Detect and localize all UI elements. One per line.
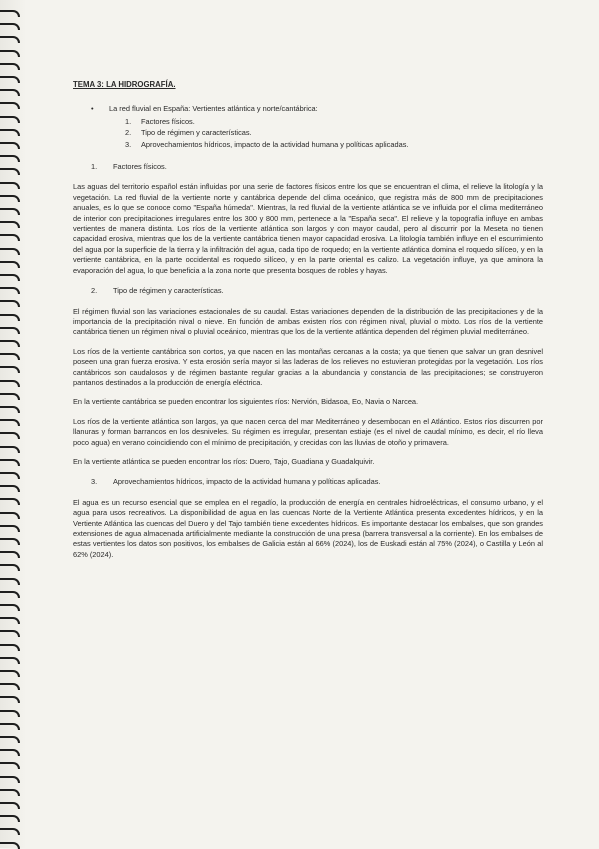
spiral-ring (0, 591, 20, 598)
section-heading (91, 477, 543, 487)
spiral-ring (0, 300, 20, 307)
spiral-ring (0, 723, 20, 730)
spiral-ring (0, 644, 20, 651)
sub-list-text: Aprovechamientos hídricos, impacto de la actividad humana y políticas aplicadas. (141, 139, 409, 149)
spiral-ring (0, 406, 20, 413)
spiral-ring (0, 736, 20, 743)
paragraph: El agua es un recurso esencial que se emplea en el regadío, la producción de energía en centrales hidroeléctricas, el consumo urbano, y el agua para usos recreativos. La disponibilidad de agua en las cuencas Norte de la Vertiente Atlántica presenta excedentes hídricos, y en la Vertiente Atlántica las cuencas del Duero y del Tajo también tiene excedentes hídricos. Es importante destacar los embalses, que son grandes extensiones de agua almacenada artificialmente mediante la construcción de una presa (barrera transversal a la corriente). En los embalses de estas vertientes los datos son positivos, los embalses de Galicia están al 66% (2024), los de Euskadi están al 75% (2024), o Castilla y León al 62% (2024). (73, 497, 543, 559)
spiral-ring (0, 472, 20, 479)
spiral-ring (0, 10, 20, 17)
spiral-ring (0, 314, 20, 321)
spiral-ring (0, 802, 20, 809)
spiral-ring (0, 221, 20, 228)
spiral-ring (0, 828, 20, 835)
spiral-ring (0, 36, 20, 43)
section-heading (91, 286, 543, 296)
spiral-ring (0, 617, 20, 624)
section-title: Tipo de régimen y características. (113, 286, 224, 296)
spiral-ring (0, 564, 20, 571)
spiral-ring (0, 155, 20, 162)
spiral-binding (0, 0, 26, 848)
spiral-ring (0, 776, 20, 783)
spiral-ring (0, 380, 20, 387)
paragraph: Los ríos de la vertiente atlántica son largos, ya que nacen cerca del mar Mediterráneo y desembocan en el Atlántico. Estos ríos discurren por llanuras y forman barrancos en los desniveles. Su régimen es irregular, presentan estiaje (es el nivel de caudal mínimo, es decir, el río lleva poco agua) en verano coincidiendo con el mínimo de precipitación, y crecidas con las lluvias de otoño y primavera. (73, 416, 543, 447)
bullet-text: La red fluvial en España: Vertientes atlántica y norte/cantábrica: (109, 104, 318, 114)
spiral-ring (0, 261, 20, 268)
page-title: TEMA 3: LA HIDROGRAFÍA. (73, 80, 176, 89)
paragraph: El régimen fluvial son las variaciones estacionales de su caudal. Estas variaciones dependen de la distribución de las precipitaciones y de la importancia de la precipitación nival o nieve. En función de ambas existen ríos con régimen nival, pluvial o mixto. Los ríos de la vertiente cantábrica tienen un régimen nival o pluvial oceánico, mientras que los de la vertiente atlántica dependen del régimen pluvial mediterráneo. (73, 306, 543, 337)
spiral-ring (0, 630, 20, 637)
spiral-ring (0, 749, 20, 756)
spiral-ring (0, 366, 20, 373)
spiral-ring (0, 50, 20, 57)
spiral-ring (0, 538, 20, 545)
paragraph: Los ríos de la vertiente cantábrica son cortos, ya que nacen en las montañas cercanas a la costa; ya que tienen que salvar un gran desnivel poseen una gran fuerza erosiva. Y esta erosión sería mayor si las laderas de los relieves no estuvieran protegidas por la vegetación. Los ríos cantábricos son caudalosos y de régimen bastante regular gracias a la abundancia y constancia de las precipitaciones; se construyeron pantanos destinados a la producción de energía eléctrica. (73, 346, 543, 387)
spiral-ring (0, 393, 20, 400)
spiral-ring (0, 195, 20, 202)
spiral-ring (0, 116, 20, 123)
section-number: 2. (91, 286, 98, 296)
spiral-ring (0, 789, 20, 796)
paragraph: En la vertiente atlántica se pueden encontrar los ríos: Duero, Tajo, Guadiana y Guadalquivir. (73, 456, 375, 466)
spiral-ring (0, 485, 20, 492)
sub-list-item (125, 117, 543, 127)
spiral-ring (0, 248, 20, 255)
paragraph: Las aguas del territorio español están influidas por una serie de factores físicos entre los que se encuentran el clima, el relieve la litología y la vegetación. La red fluvial de la vertiente norte y cantábrica depende del clima oceánico, que registra más de 800 mm de precipitaciones anuales, es lo que se conoce como "España húmeda". Mientras, la red fluvial de la vertiente atlántica se ve influida por el clima mediterráneo de interior con precipitaciones irregulares entre los 300 y 800 mm, pertenece a la "España seca". El relieve y la topografía influye en ambas vertientes de manera distinta. Los ríos de la vertiente atlántica son largos y con mayor caudal, pero al discurrir por la Meseta no tienen capacidad erosiva, mientras que los de la vertiente cantábrica tienen mayor capacidad erosiva. La litología también influye en el escurrimiento del agua por la superficie de la tierra y la infiltración del agua, cada tipo de roquedo; en la vertiente atlántica domina el roquedo silíceo, y en la vertiente cantábrica, en la parte occidental es roquedo silíceo, y en la parte oriental es calizo. La vegetación influye, ya que aminora la evaporación del agua, lo que beneficia a la zona norte que presenta bosques de robles y hayas. (73, 182, 543, 275)
paragraph: En la vertiente cantábrica se pueden encontrar los siguientes ríos: Nervión, Bidasoa, Eo, Navia o Narcea. (73, 397, 419, 407)
bullet-icon: • (91, 104, 94, 114)
spiral-ring (0, 142, 20, 149)
spiral-ring (0, 578, 20, 585)
spiral-ring (0, 274, 20, 281)
spiral-ring (0, 498, 20, 505)
spiral-ring (0, 63, 20, 70)
spiral-ring (0, 353, 20, 360)
spiral-ring (0, 129, 20, 136)
spiral-ring (0, 459, 20, 466)
spiral-ring (0, 102, 20, 109)
spiral-ring (0, 432, 20, 439)
sub-list (125, 117, 543, 150)
spiral-ring (0, 670, 20, 677)
sub-list-text: Tipo de régimen y características. (141, 128, 252, 138)
section-heading (91, 162, 543, 172)
spiral-ring (0, 168, 20, 175)
spiral-ring (0, 208, 20, 215)
section-number: 3. (91, 477, 98, 487)
spiral-ring (0, 182, 20, 189)
spiral-ring (0, 762, 20, 769)
spiral-ring (0, 287, 20, 294)
spiral-ring (0, 815, 20, 822)
spiral-ring (0, 657, 20, 664)
spiral-ring (0, 710, 20, 717)
spiral-ring (0, 525, 20, 532)
bullet-item (91, 104, 543, 114)
spiral-ring (0, 89, 20, 96)
section-number: 1. (91, 162, 98, 172)
sub-list-text: Factores físicos. (141, 116, 195, 126)
sub-list-number: 2. (125, 128, 132, 138)
sub-list-number: 1. (125, 116, 132, 126)
spiral-ring (0, 327, 20, 334)
sub-list-number: 3. (125, 139, 132, 149)
sub-list-item (125, 128, 543, 138)
section-title: Factores físicos. (113, 162, 167, 172)
notebook-page (73, 80, 543, 569)
spiral-ring (0, 683, 20, 690)
spiral-ring (0, 76, 20, 83)
spiral-ring (0, 604, 20, 611)
spiral-ring (0, 446, 20, 453)
spiral-ring (0, 512, 20, 519)
sub-list-item (125, 140, 543, 150)
spiral-ring (0, 551, 20, 558)
section-title: Aprovechamientos hídricos, impacto de la actividad humana y políticas aplicadas. (113, 477, 381, 487)
spiral-ring (0, 340, 20, 347)
spiral-ring (0, 23, 20, 30)
spiral-ring (0, 696, 20, 703)
spiral-ring (0, 234, 20, 241)
spiral-ring (0, 419, 20, 426)
